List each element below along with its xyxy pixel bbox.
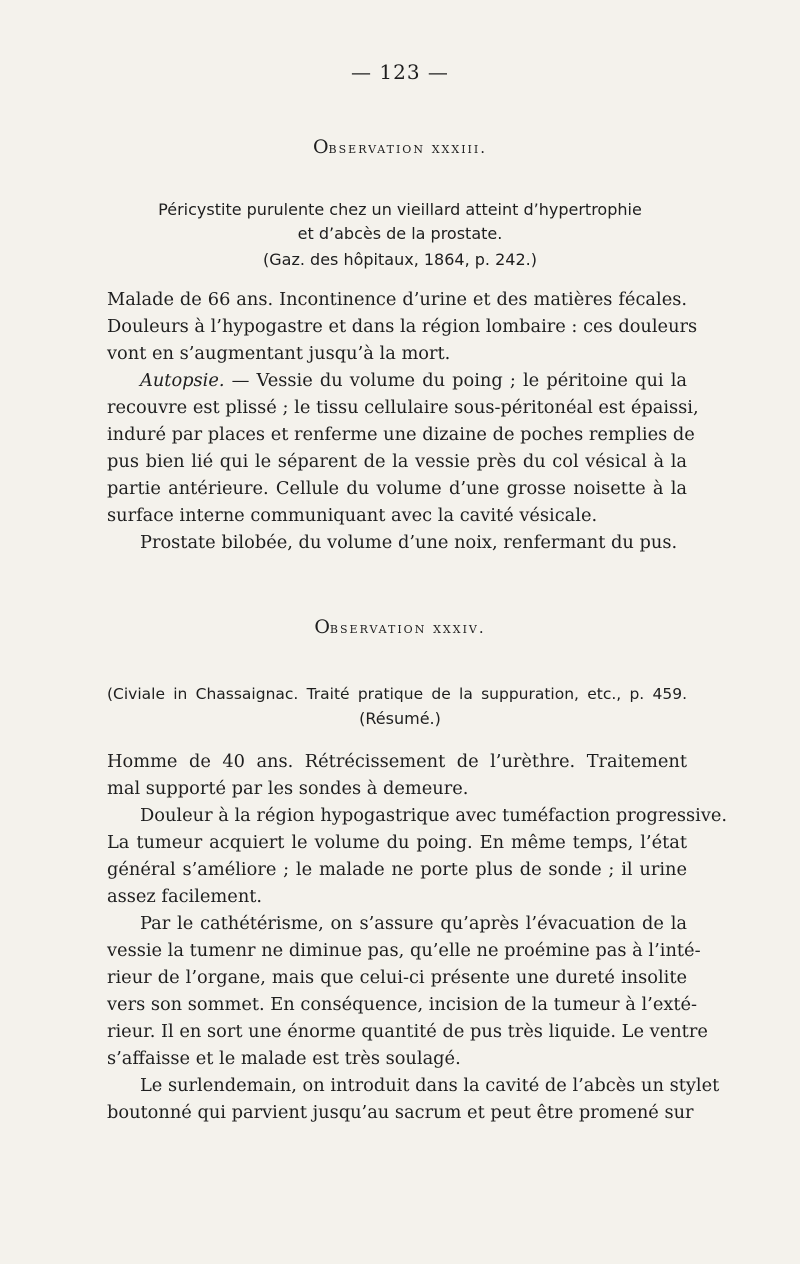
observation-33-text-line: vont en s’augmentant jusqu’à la mort. xyxy=(107,343,451,364)
observation-33-text-line: — Vessie du volume du poing ; le péritoine qui la xyxy=(231,370,687,391)
observation-33-text-line: Douleurs à l’hypogastre et dans la région lombaire : ces douleurs xyxy=(107,316,698,337)
observation-33-heading-rest: bservation xxxiii. xyxy=(328,139,488,157)
observation-34-text-line: rieur. Il en sort une énorme quantité de pus très liquide. Le ventre xyxy=(107,1021,708,1042)
observation-34-text-line: Par le cathétérisme, on s’assure qu’après l’évacuation de la xyxy=(140,913,687,934)
observation-34-text-line: vers son sommet. En conséquence, incision de la tumeur à l’exté- xyxy=(107,994,698,1015)
observation-34-text-line: Le surlendemain, on introduit dans la cavité de l’abcès un stylet xyxy=(140,1075,720,1096)
observation-34-heading xyxy=(0,616,800,638)
observation-33-text-line: Prostate bilobée, du volume d’une noix, renfermant du pus. xyxy=(140,532,678,553)
page-number: — 123 — xyxy=(351,60,449,84)
observation-34-text-line: mal supporté par les sondes à demeure. xyxy=(107,778,469,799)
observation-33-text-line: induré par places et renferme une dizaine de poches remplies de xyxy=(107,424,695,445)
observation-33-subtitle-line: et d’abcès de la prostate. xyxy=(297,224,503,243)
observation-34-text-line: rieur de l’organe, mais que celui-ci présente une dureté insolite xyxy=(107,967,687,988)
observation-33-autopsie-line xyxy=(140,368,687,394)
observation-33-source: (Gaz. des hôpitaux, 1864, p. 242.) xyxy=(263,250,537,269)
observation-33-heading-initial: O xyxy=(312,136,329,158)
observation-34-text-line: général s’améliore ; le malade ne porte plus de sonde ; il urine xyxy=(107,859,687,880)
observation-34-source: (Civiale in Chassaignac. Traité pratique de la suppuration, etc., p. 459. xyxy=(107,685,687,703)
autopsie-label: Autopsie. xyxy=(140,370,225,391)
observation-33-text-line: partie antérieure. Cellule du volume d’une grosse noisette à la xyxy=(107,478,687,499)
observation-33-text-line: pus bien lié qui le séparent de la vessie près du col vésical à la xyxy=(107,451,687,472)
observation-34-text-line: vessie la tumenr ne diminue pas, qu’elle ne proémine pas à l’inté- xyxy=(107,940,701,961)
observation-34-text-line: Homme de 40 ans. Rétrécissement de l’urèthre. Traitement xyxy=(107,751,687,772)
observation-33-text-line: Malade de 66 ans. Incontinence d’urine et des matières fécales. xyxy=(107,289,687,310)
observation-33-text-line: surface interne communiquant avec la cavité vésicale. xyxy=(107,505,598,526)
observation-34-text-line: assez facilement. xyxy=(107,886,263,907)
observation-34-text-line: Douleur à la région hypogastrique avec tuméfaction progressive. xyxy=(140,805,728,826)
observation-33-text-line: recouvre est plissé ; le tissu cellulaire sous-péritonéal est épaissi, xyxy=(107,397,699,418)
observation-33-subtitle-line: Péricystite purulente chez un vieillard atteint d’hypertrophie xyxy=(158,200,642,219)
observation-33-heading xyxy=(0,136,800,158)
observation-34-heading-rest: bservation xxxiv. xyxy=(329,619,486,637)
observation-34-heading-initial: O xyxy=(314,616,330,638)
observation-34-source-note: (Résumé.) xyxy=(359,709,441,728)
observation-34-text-line: s’affaisse et le malade est très soulagé. xyxy=(107,1048,461,1069)
observation-34-text-line: boutonné qui parvient jusqu’au sacrum et peut être promené sur xyxy=(107,1102,694,1123)
observation-34-text-line: La tumeur acquiert le volume du poing. En même temps, l’état xyxy=(107,832,687,853)
